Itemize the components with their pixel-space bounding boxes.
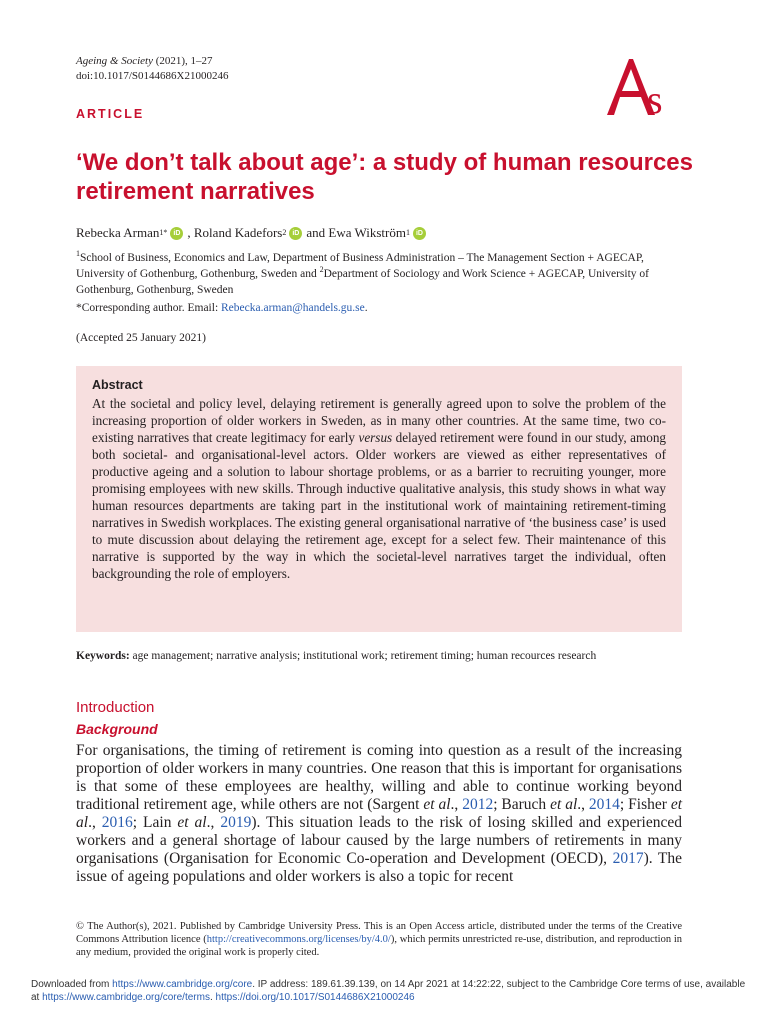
- affiliation-text: School of Business, Economics and Law, Department of Business Administration – The Management Section + AGECAP, University of Gothenburg, Gothenburg, Sweden and: [76, 252, 644, 280]
- cambridge-core-link[interactable]: https://www.cambridge.org/core: [112, 979, 253, 990]
- orcid-icon[interactable]: iD: [413, 227, 426, 240]
- text: .,: [577, 796, 589, 813]
- ageing-society-logo: [603, 55, 685, 117]
- text: ; Lain: [132, 814, 178, 831]
- license-link[interactable]: http://creativecommons.org/licenses/by/4.0/: [206, 934, 391, 945]
- citation-link[interactable]: 2012: [462, 796, 494, 813]
- terms-link[interactable]: https://www.cambridge.org/core/terms: [42, 992, 210, 1003]
- et-al: et al: [177, 814, 207, 831]
- download-footer: [31, 978, 751, 1004]
- accepted-date: (Accepted 25 January 2021): [76, 332, 206, 344]
- body-paragraph: [76, 742, 682, 886]
- text: © The Author(s), 2021. Published by Cambridge University Press. This is an Open Access article, distributed under the terms of the Creative Commons Attribution licence (: [76, 921, 682, 945]
- abstract-part: delayed retirement were found in our study, among both societal- and organisational-level actors. Older workers are viewed as either representatives of productive ageing and a solution to labour shortage problems, or as a barrier to recruiting younger, more promising employees with new skills. Through inductive qualitative analysis, this study shows in what way human resources departments are taking part in the institutional work of maintaining retirement-timing narratives in Swedish workplaces. The existing general organisational narrative of ‘the business case’ is used to mute discussion about delaying the retirement age, except for a select few. Their maintenance of this narrative is supported by the way in which the societal-level narratives target the individual, often backgrounding the role of employers.: [92, 430, 667, 581]
- text: Downloaded from: [31, 979, 113, 990]
- keywords: [76, 648, 682, 664]
- author-name[interactable]: Rebecka Arman: [76, 225, 160, 240]
- author-name[interactable]: Roland Kadefors: [193, 225, 283, 240]
- text: ), which permits unrestricted re-use, distribution, and reproduction in any medium, provided the original work is properly cited.: [76, 934, 683, 958]
- text: ; Fisher: [619, 796, 671, 813]
- author-list: Rebecka Arman 1* iD , Roland Kadefors 2 iD and Ewa Wikström 1 iD: [76, 224, 430, 242]
- svg-text:s: s: [647, 77, 663, 117]
- text: . IP address: 189.61.39.139, on 14 Apr 2021 at 14:22:22, subject to the Cambridge Core terms of use, available at: [31, 979, 746, 1003]
- affiliations: [76, 250, 682, 298]
- keywords-label: Keywords:: [76, 650, 130, 662]
- text: .: [209, 992, 216, 1003]
- citation-link[interactable]: 2016: [101, 814, 133, 831]
- abstract-heading: Abstract: [92, 378, 143, 392]
- text: ; Baruch: [493, 796, 551, 813]
- et-al: et al: [76, 796, 682, 831]
- journal-issue: (2021), 1–27: [155, 55, 213, 67]
- et-al: et al: [550, 796, 578, 813]
- subsection-heading: Background: [76, 721, 158, 737]
- orcid-icon[interactable]: iD: [289, 227, 302, 240]
- citation-link[interactable]: 2014: [588, 796, 620, 813]
- abstract-italic: versus: [358, 430, 393, 445]
- copyright-notice: [76, 920, 682, 959]
- journal-doi: doi:10.1017/S0144686X21000246: [76, 70, 229, 82]
- author-name[interactable]: Ewa Wikström: [328, 225, 406, 240]
- affil-sup: 2: [319, 265, 324, 275]
- affil-sup: 1: [76, 249, 80, 259]
- author-connector: and: [306, 225, 326, 240]
- text: ). The issue of ageing populations and older workers is also a topic for recent: [76, 850, 683, 885]
- abstract-part: At the societal and policy level, delaying retirement is generally agreed upon to solve the problem of the increasing proportion of older workers in Sweden, as in many other countries. At the same time, two co-existing narratives that create legitimacy for early: [92, 396, 666, 445]
- et-al: et al: [423, 796, 451, 813]
- text: For organisations, the timing of retirement is coming into question as a result of the increasing proportion of older workers in many countries. One reason that this is important for organisations is that some of these employees are healthy, willing and able to continue working beyond traditional retirement age, while others are not (Sargent: [76, 742, 682, 813]
- paper-title: ‘We don’t talk about age’: a study of human resources retirement narratives: [76, 149, 693, 205]
- email-link[interactable]: Rebecka.arman@handels.gu.se: [221, 302, 365, 314]
- section-heading: Introduction: [76, 699, 155, 716]
- doi-link[interactable]: https://doi.org/10.1017/S0144686X21000246: [215, 992, 415, 1003]
- citation-link[interactable]: 2017: [612, 850, 644, 867]
- text: .,: [88, 814, 102, 831]
- affiliation-text: Department of Sociology and Work Science + AGECAP, University of Gothenburg, Gothenburg, Sweden: [76, 268, 649, 296]
- abstract-text: [92, 395, 666, 582]
- orcid-icon[interactable]: iD: [170, 227, 183, 240]
- article-type-label: ARTICLE: [76, 107, 145, 121]
- corresponding-author: [76, 300, 368, 316]
- keywords-text: age management; narrative analysis; institutional work; retirement timing; human recources research: [129, 650, 597, 662]
- punctuation: .: [364, 302, 368, 314]
- corresponding-label: *Corresponding author. Email:: [76, 302, 222, 314]
- text: .,: [450, 796, 463, 813]
- journal-header: [76, 54, 228, 84]
- text: ). This situation leads to the risk of losing skilled and experienced workers and a general shortage of labour caused by the large numbers of retirements in many organisations (Organisation for Economic Co-operation and Development (OECD),: [76, 814, 683, 867]
- journal-name: Ageing & Society: [76, 55, 153, 67]
- text: .,: [206, 814, 221, 831]
- citation-link[interactable]: 2019: [220, 814, 252, 831]
